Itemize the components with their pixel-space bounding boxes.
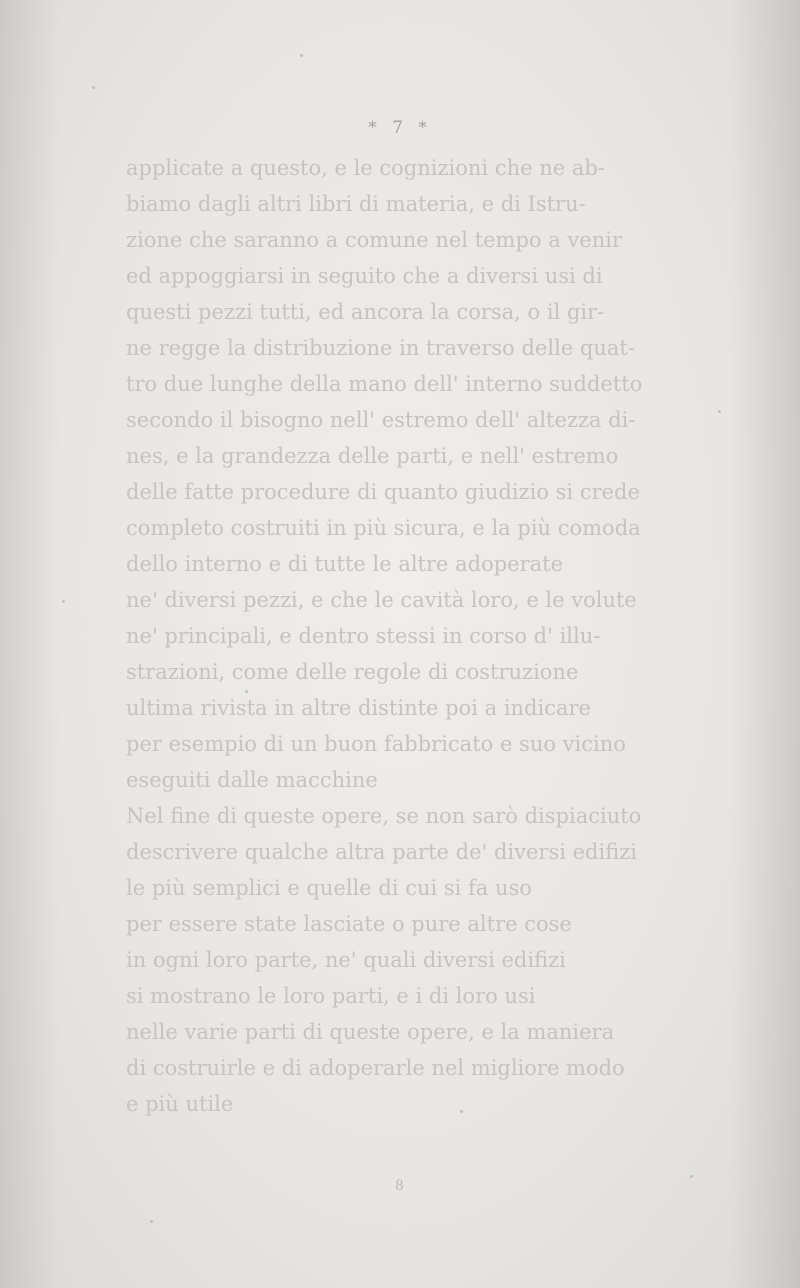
text-line: biamo dagli altri libri di materia, e di Istru- [126, 192, 586, 216]
text-line: applicate a questo, e le cognizioni che ne ab- [126, 156, 605, 180]
text-line: strazioni, come delle regole di costruzione [126, 660, 579, 684]
text-line: ed appoggiarsi in seguito che a diversi usi di [126, 264, 603, 288]
text-line: descrivere qualche altra parte de' diversi edifizi [126, 840, 637, 864]
paper-speck [92, 86, 95, 89]
paper-speck [690, 1175, 693, 1178]
text-line: in ogni loro parte, ne' quali diversi edifizi [126, 948, 566, 972]
paper-speck [150, 1220, 153, 1223]
page-header: * 7 * [368, 118, 432, 138]
text-line: ultima rivista in altre distinte poi a indicare [126, 696, 591, 720]
text-line: nelle varie parti di queste opere, e la maniera [126, 1020, 615, 1044]
text-line: secondo il bisogno nell' estremo dell' altezza di- [126, 408, 636, 432]
text-line: le più semplici e quelle di cui si fa uso [126, 876, 532, 900]
text-line: questi pezzi tutti, ed ancora la corsa, o il gir- [126, 300, 605, 324]
text-line: delle fatte procedure di quanto giudizio si crede [126, 480, 640, 504]
page-gutter-shadow [0, 0, 60, 1288]
text-line: ne' principali, e dentro stessi in corso d' illu- [126, 624, 601, 648]
paper-speck [62, 600, 65, 603]
text-line: per esempio di un buon fabbricato e suo vicino [126, 732, 626, 756]
text-line: ne' diversi pezzi, e che le cavità loro, e le volute [126, 588, 637, 612]
paper-speck [300, 54, 303, 57]
text-line: tro due lunghe della mano dell' interno suddetto [126, 372, 643, 396]
paper-speck [460, 1110, 463, 1113]
body-text [126, 150, 746, 1122]
page-footer: 8 [395, 1178, 404, 1194]
text-line: Nel fine di queste opere, se non sarò dispiaciuto [126, 804, 642, 828]
text-line: dello interno e di tutte le altre adoperate [126, 552, 564, 576]
text-line: per essere state lasciate o pure altre cose [126, 912, 572, 936]
paper-speck [245, 690, 248, 693]
text-line: si mostrano le loro parti, e i di loro usi [126, 984, 536, 1008]
text-line: di costruirle e di adoperarle nel migliore modo [126, 1056, 625, 1080]
text-line: completo costruiti in più sicura, e la più comoda [126, 516, 641, 540]
text-line: zione che saranno a comune nel tempo a venir [126, 228, 622, 252]
text-line: nes, e la grandezza delle parti, e nell' estremo [126, 444, 619, 468]
text-line: e più utile [126, 1092, 234, 1116]
text-line: ne regge la distribuzione in traverso delle quat- [126, 336, 635, 360]
paper-speck [718, 410, 721, 413]
text-line: eseguiti dalle macchine [126, 768, 378, 792]
